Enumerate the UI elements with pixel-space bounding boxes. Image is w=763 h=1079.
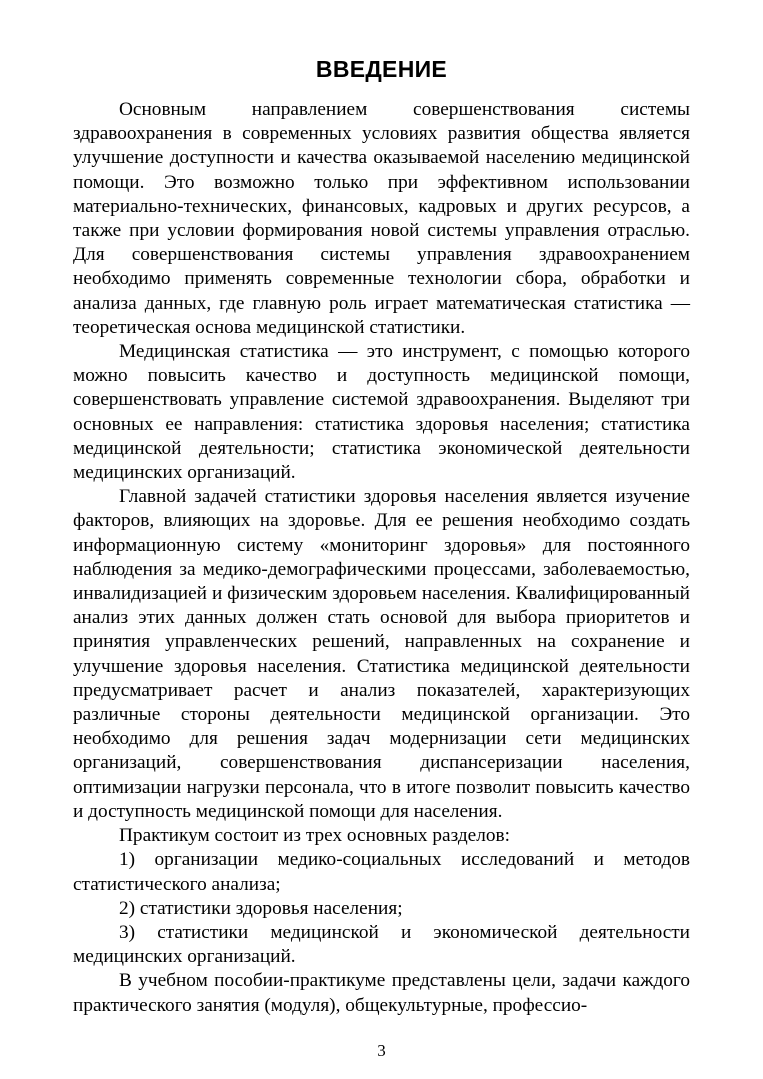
paragraph-textbook-contents: В учебном пособии-практикуме представлены цели, задачи каждого практического занятия (модуля), общекультурные, профессио- — [73, 970, 690, 1016]
list-item-section-3: 3) статистики медицинской и экономической деятельности медицинских организаций. — [73, 921, 690, 968]
body-text — [73, 98, 690, 1018]
page-title: ВВЕДЕНИЕ — [315, 56, 448, 82]
paragraph-health-statistics: Главной задачей статистики здоровья населения является изучение факторов, влияющих на здоровье. Для ее решения необходимо создать информационную систему «мониторинг здоровья» для постоянного наблюдения за медико-демографическими процессами, заболеваемостью, инвалидизацией и физическим здоровьем населения. Квалифицированный анализ этих данных должен стать основой для выбора приоритетов и принятия управленческих решений, направленных на сохранение и улучшение здоровья населения. Статистика медицинской деятельности предусматривает расчет и анализ показателей, характеризующих различные стороны деятельности медицинской организации. Это необходимо для решения задач модернизации сети медицинских организаций, совершенствования диспансеризации населения, оптимизации нагрузки персонала, что в итоге позволит повысить качество и доступность медицинской помощи для населения. — [73, 486, 690, 822]
paragraph-medical-statistics: Медицинская статистика — это инструмент, с помощью которого можно повысить качество и доступность медицинской помощи, совершенствовать управление системой здравоохранения. Выделяют три основных ее направления: статистика здоровья населения; статистика медицинской деятельности; статистика экономической деятельности медицинских организаций. — [73, 341, 690, 484]
page-number: 3 — [377, 1041, 386, 1060]
paragraph-intro: Основным направлением совершенствования системы здравоохранения в современных условиях развития общества является улучшение доступности и качества оказываемой населению медицинской помощи. Это возможно только при эффективном использовании материально-технических, финансовых, кадровых и других ресурсов, а также при условии формирования новой системы управления отраслью. Для совершенствования системы управления здравоохранением необходимо применять современные технологии сбора, обработки и анализа данных, где главную роль играет математическая статистика — теоретическая основа медицинской статистики. — [73, 99, 690, 338]
list-item-section-1: 1) организации медико-социальных исследований и методов статистического анализа; — [73, 849, 690, 895]
paragraph-sections-intro: Практикум состоит из трех основных разделов: — [119, 825, 510, 847]
list-item-section-2: 2) статистики здоровья населения; — [119, 897, 403, 919]
